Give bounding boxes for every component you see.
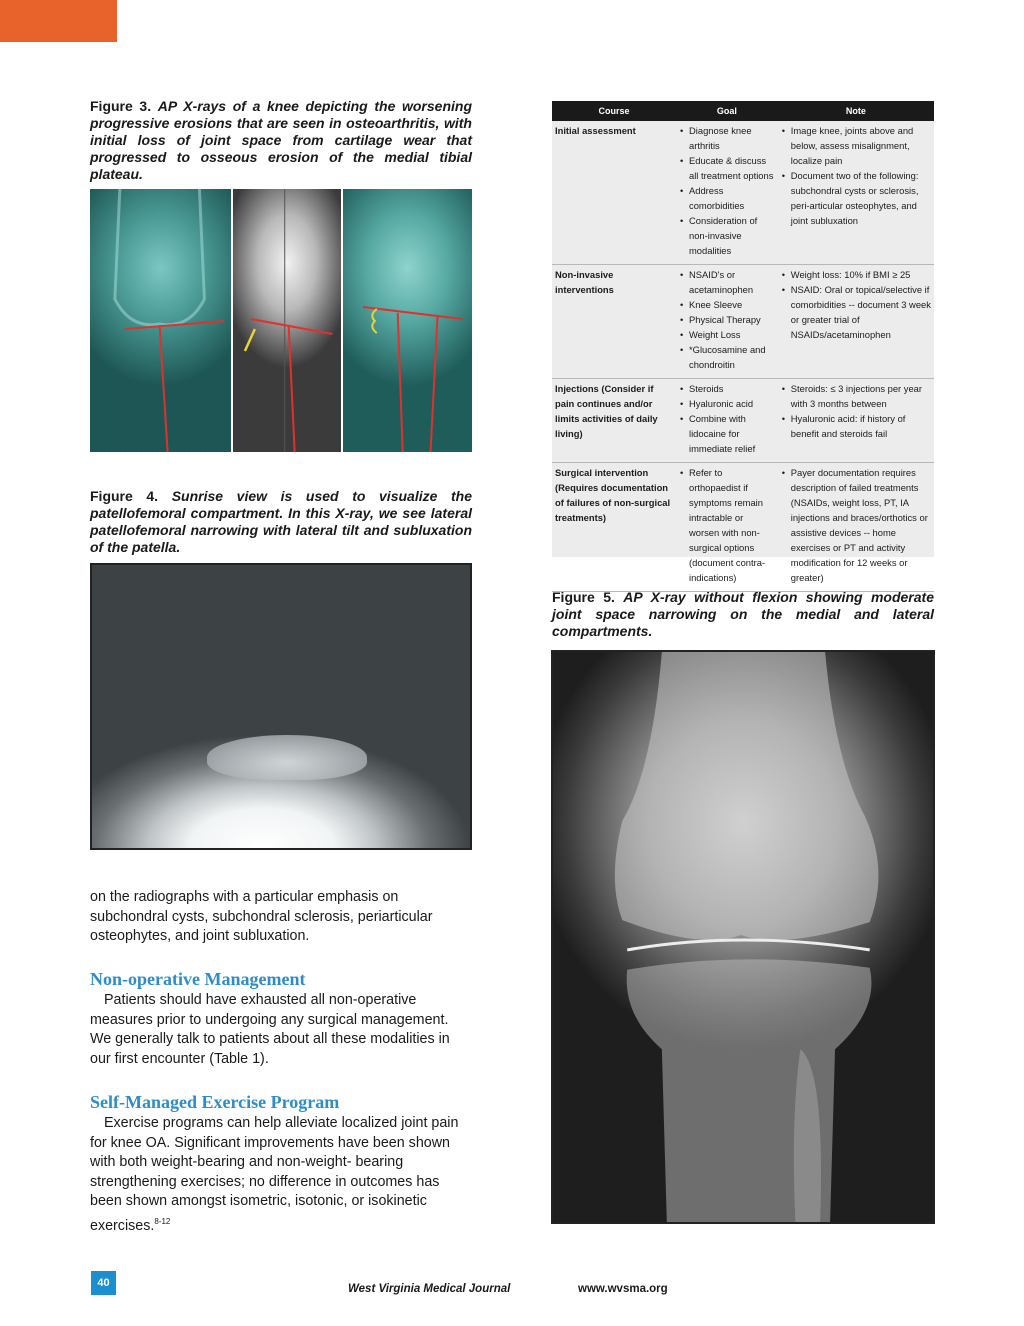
row-note	[778, 463, 934, 592]
goal-item: • Consideration of non-invasive modalities	[689, 213, 775, 258]
website-url: www.wvsma.org	[578, 1283, 668, 1295]
goal-item: • Weight Loss	[689, 327, 775, 342]
row-course: Injections (Consider if pain continues and/or limits activities of daily living)	[552, 379, 676, 463]
note-item: • Payer documentation requires description of failed treatments (NSAIDs, weight loss, PT, IA injections and braces/orthotics or assistive devices -- home exercises or PT and activity modification for 12 weeks or greater)	[791, 465, 931, 585]
figure-3-xray-image	[90, 189, 472, 452]
goal-item: • NSAID's or acetaminophen	[689, 267, 775, 297]
goal-item: • Educate & discuss all treatment options	[689, 153, 775, 183]
figure-5-knee-xray	[551, 650, 935, 1224]
corner-color-tab	[0, 0, 117, 42]
table-row	[552, 265, 934, 379]
journal-name: West Virginia Medical Journal	[348, 1283, 511, 1295]
note-item: • Weight loss: 10% if BMI ≥ 25	[791, 267, 931, 282]
paragraph-exercise-text: Exercise programs can help alleviate localized joint pain for knee OA. Significant improvements have been shown with both weight-bearing and non-weight- bearing strengthening exercises; no difference in outcomes has been shown amongst isometric, isotonic, or isokinetic exercises.	[90, 1115, 459, 1234]
goal-item: • Combine with lidocaine for immediate relief	[689, 411, 775, 456]
xray-panel-1	[90, 189, 231, 452]
table-header-row	[552, 101, 934, 121]
figure-4-label: Figure 4.	[90, 488, 159, 504]
goal-item: • Physical Therapy	[689, 312, 775, 327]
header-course: Course	[552, 101, 676, 121]
reference-superscript: 8-12	[154, 1216, 171, 1226]
goal-item: • Address comorbidities	[689, 183, 775, 213]
table-row	[552, 379, 934, 463]
goal-item: • Hyaluronic acid	[689, 396, 775, 411]
figure-3-text: AP X-rays of a knee depicting the worsening progressive erosions that are seen in osteoarthritis, with initial loss of joint space from cartilage wear that progressed to osseous erosion of the medial tibial plateau.	[90, 98, 472, 182]
row-note	[778, 265, 934, 379]
note-item: • Image knee, joints above and below, assess misalignment, localize pain	[791, 123, 931, 168]
goal-item: • Diagnose knee arthritis	[689, 123, 775, 153]
treatment-table	[552, 101, 934, 592]
row-course: Surgical intervention (Requires documentation of failures of non-surgical treatments)	[552, 463, 676, 592]
note-item: • Document two of the following: subchondral cysts or sclerosis, peri-articular osteophytes, and joint subluxation	[791, 168, 931, 228]
row-goal	[676, 121, 778, 265]
figure-5-caption	[552, 589, 934, 640]
note-item: • Hyaluronic acid: if history of benefit and steroids fail	[791, 411, 931, 441]
goal-item: • Knee Sleeve	[689, 297, 775, 312]
figure-3-caption	[90, 98, 472, 183]
goal-item: • Refer to orthopaedist if symptoms remain intractable or worsen with non-surgical options (document contra-indications)	[689, 465, 775, 585]
intro-paragraph: on the radiographs with a particular emphasis on subchondral cysts, subchondral sclerosis, periarticular osteophytes, and joint subluxation.	[90, 889, 433, 944]
note-item: • Steroids: ≤ 3 injections per year with 3 months between	[791, 381, 931, 411]
row-note	[778, 379, 934, 463]
goal-item: • *Glucosamine and chondroitin	[689, 342, 775, 372]
table-1-treatment-course	[552, 101, 934, 583]
goal-item: • Steroids	[689, 381, 775, 396]
patella-shape	[207, 735, 367, 780]
note-item: • NSAID: Oral or topical/selective if comorbidities -- document 3 week or greater trial of NSAIDs/acetaminophen	[791, 282, 931, 342]
paragraph-non-operative	[90, 991, 470, 1069]
paragraph-non-operative-text: Patients should have exhausted all non-operative measures prior to undergoing any surgical management. We generally talk to patients about all these modalities in our first encounter (Table 1).	[90, 992, 450, 1067]
row-goal	[676, 379, 778, 463]
row-goal	[676, 463, 778, 592]
heading-exercise-program: Self-Managed Exercise Program	[90, 1092, 340, 1112]
table-row	[552, 121, 934, 265]
figure-4-text: Sunrise view is used to visualize the patellofemoral compartment. In this X-ray, we see lateral patellofemoral narrowing with lateral tilt and subluxation of the patella.	[90, 488, 472, 555]
figure-5-label: Figure 5.	[552, 589, 615, 605]
figure-5-text: AP X-ray without flexion showing moderate joint space narrowing on the medial and lateral compartments.	[552, 589, 934, 639]
xray-panel-3	[343, 189, 472, 452]
table-row	[552, 463, 934, 592]
paragraph-exercise-program	[90, 1114, 470, 1236]
page-number-badge: 40	[91, 1271, 116, 1295]
figure-4-caption	[90, 488, 472, 556]
heading-non-operative: Non-operative Management	[90, 969, 306, 989]
figure-4-sunrise-xray	[90, 563, 472, 850]
row-goal	[676, 265, 778, 379]
header-note: Note	[778, 101, 934, 121]
header-goal: Goal	[676, 101, 778, 121]
figure-3-label: Figure 3.	[90, 98, 152, 114]
row-note	[778, 121, 934, 265]
xray-panel-2	[231, 189, 342, 452]
row-course: Initial assessment	[552, 121, 676, 265]
knee-bone-outline	[553, 652, 933, 1222]
row-course: Non-invasive interventions	[552, 265, 676, 379]
